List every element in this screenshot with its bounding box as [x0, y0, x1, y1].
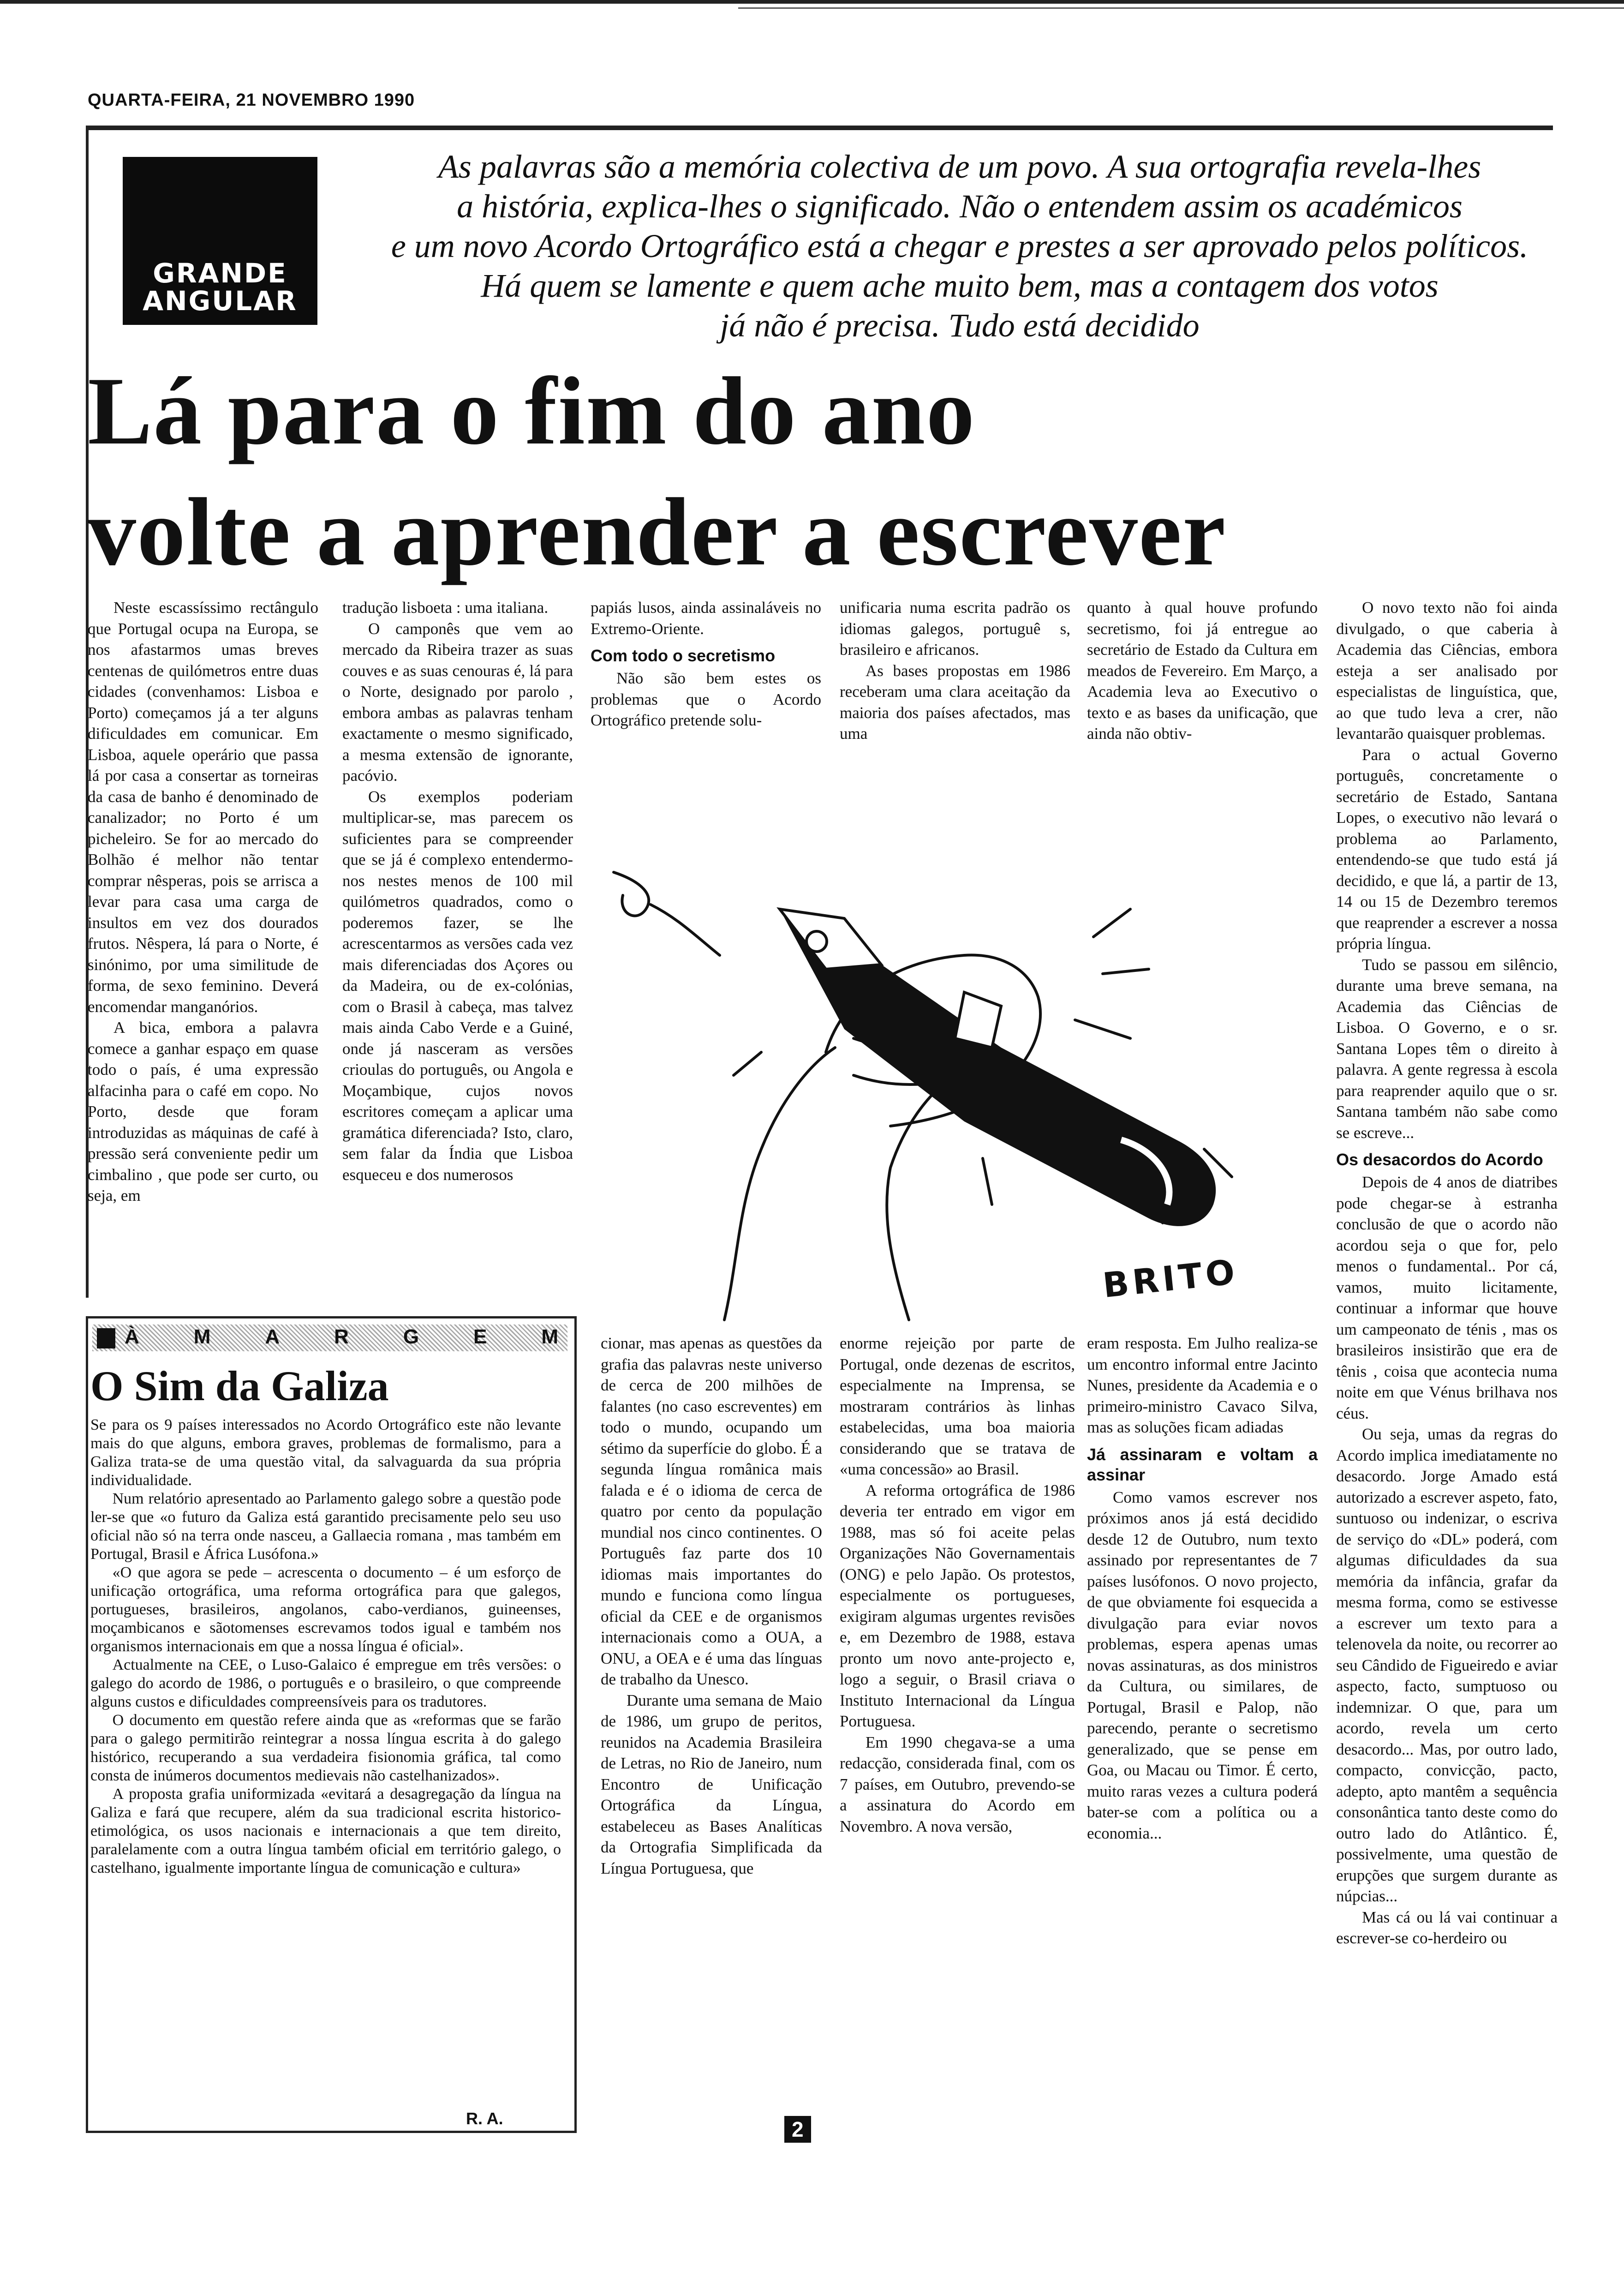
intro-line: e um novo Acordo Ortográfico está a chegar e prestes a ser aprovado pelos políticos. — [391, 228, 1528, 264]
intro-deck — [332, 147, 1587, 345]
spark-line — [1075, 1020, 1130, 1038]
article-column-6 — [1336, 597, 1558, 1949]
paragraph: O camponês que vem ao mercado da Ribeira trazer as suas couves e as suas cenouras é, lá para o Norte, designado por parolo , embora ambas as palavras tenham exactamente o mesmo significado, a mesma extensão de ignorante, pacóvio. — [342, 619, 573, 785]
paragraph: Depois de 4 anos de diatribes pode chegar-se à estranha conclusão de que o acordo não acordou seja o que for, pelo menos o fundamental.. Por cá, vamos, muito licitamente, continuar a informar que houve um campeonato de ténis , mas os brasileiros insistirão que era de tênis , coisa que acontecia numa noite em que Vénus brilhava nos céus. — [1336, 1173, 1558, 1422]
paragraph: O documento em questão refere ainda que as «reformas que se farão para o galego permitirão reintegrar a nossa língua escrita à do galego histórico, recuperando a sua verdadeira fisionomia gráfica, tal como consta de inúmeros documentos medievais não castelhanizados». — [90, 1712, 561, 1784]
section-badge-line1: GRANDE — [153, 258, 287, 289]
spark-line — [614, 872, 649, 916]
paragraph: Para o actual Governo português, concretamente o secretário de Estado, Santana Lopes, o executivo não levará o problema ao Parlamento, entendendo-se que tudo está já decidido, e que lá, a partir de 13, 14 ou 15 de Dezembro teremos que reaprender a escrever a nossa própria língua. — [1336, 745, 1558, 953]
kicker-label — [125, 1325, 558, 1348]
paragraph: Num relatório apresentado ao Parlamento galego sobre a questão pode ler-se que «o futuro da Galiza está garantido precisamente pelo seu uso oficial não só na terra onde nasceu, a Gallaecia romana , mas também em Portugal, Brasil e África Lusófona.» — [90, 1490, 561, 1563]
page-number: 2 — [784, 2116, 811, 2143]
paragraph: enorme rejeição por parte de Portugal, onde dezenas de escritos, especialmente na Imprensa, se mostraram contrários às linhas estabelecidas, uma boa maioria considerando que se tratava de «uma concessão» ao Brasil. — [840, 1334, 1075, 1478]
paragraph: Mas cá ou lá vai continuar a escrever-se co-herdeiro ou — [1336, 1908, 1558, 1947]
paragraph: tradução lisboeta : uma italiana. — [342, 599, 549, 617]
spark-line — [983, 1158, 992, 1204]
article-column-5 — [1087, 597, 1318, 744]
subheading: Já assinaram e voltam a assinar — [1087, 1444, 1318, 1484]
headline — [88, 351, 1564, 593]
sidebar-title: O Sim da Galiza — [90, 1362, 389, 1409]
top-rule — [0, 0, 1624, 4]
section-badge — [123, 157, 317, 325]
article-column-2 — [342, 597, 573, 1185]
spark-line — [1093, 909, 1130, 937]
article-column-3-lower — [601, 1333, 822, 1879]
paragraph: Em 1990 chegava-se a uma redacção, considerada final, com os 7 países, em Outubro, prevendo-se a assinatura do Acordo em Novembro. A nova versão, — [840, 1733, 1075, 1835]
article-column-3 — [591, 597, 821, 731]
kicker-letter: A — [265, 1325, 280, 1348]
paragraph: A bica, embora a palavra comece a ganhar espaço em quase todo o país, é uma expressão alfacinha para o café em copo. No Porto, desde que foram introduzidas as máquinas de café à pressão será conveniente pedir um cimbalino , que pode ser curto, ou seja, em — [88, 1019, 318, 1204]
paragraph: Se para os 9 países interessados no Acordo Ortográfico este não levante mais do que alguns, embora graves, problemas de formalismo, para a Galiza trata-se de uma questão vital, da salvaguarda da sua própria individualidade. — [90, 1416, 561, 1489]
top-rule-secondary — [738, 7, 1624, 9]
arm-outline — [887, 1075, 955, 1320]
paragraph: Tudo se passou em silêncio, durante uma breve semana, na Academia das Ciências de Lisboa. O Governo, e o sr. Santana Lopes têm o direito à palavra. A gente regressa à escola para reaprender aquilo que o sr. Santana também não sabe como se escreve... — [1336, 955, 1558, 1142]
spark-line — [1103, 969, 1149, 974]
kicker-letter: M — [193, 1325, 211, 1348]
section-badge-line2: ANGULAR — [143, 285, 298, 317]
article-column-1 — [88, 597, 318, 1206]
paragraph: Os exemplos poderiam multiplicar-se, mas parecem os suficientes para se compreender que se já é complexo entendermo-nos nestes menos de 100 mil quilómetros quadrados, como o poderemos fazer, se lhe acrescentarmos as versões cada vez mais diferenciadas dos Açores ou da Madeira, ou de ex-colónias, com o Brasil à cabeça, mas talvez mais ainda Cabo Verde e a Guiné, onde já nasceram as versões crioulas do português, ou Angola e Moçambique, cujos novos escritores começam a aplicar uma gramática diferenciada? Isto, claro, sem falar da Índia que Lisboa esqueceu e dos numerosos — [342, 787, 573, 1184]
article-column-4 — [840, 597, 1070, 744]
kicker-square — [97, 1328, 115, 1348]
paragraph: Ou seja, umas da regras do Acordo implica imediatamente no desacordo. Jorge Amado está autorizado a escrever aspeto, fato, suntuoso ou indenizar, o escriva de serviço do «DL» poderá, com algumas dificuldades da sua memória da infância, grafar da mesma forma, como se estivesse a escrever um texto para a telenovela da noite, ou recorrer ao seu Cândido de Figueiredo e aviar aspecto, facto, sumptuoso ou indemnizar. O que, para um acordo, revela um certo desacordo... Mas, por outro lado, compacto, convicção, pacto, adepto, apto mantêm a sequência consonântica tanto deste como do outro lado do Atlântico. É, possivelmente, uma questão de erupções que surgem durante as núpcias... — [1336, 1425, 1558, 1905]
paragraph: A reforma ortográfica de 1986 deveria ter entrado em vigor em 1988, mas só foi aceite pelas Organizações Não Governamentais (ONG) e pelo Japão. Os protestos, especialmente os portugueses, exigiram algumas urgentes revisões e, em Dezembro de 1988, estava pronto um novo ante-projecto e, logo a seguir, o Brasil criava o Instituto Internacional da Língua Portuguesa. — [840, 1481, 1075, 1730]
paragraph: cionar, mas apenas as questões da grafia das palavras neste universo de cerca de 200 milhões de falantes (no caso escreventes) em todo o mundo, ocupando um sétimo da superfície do globo. É a segunda língua românica mais falada e é o idioma de cerca de quatro por cento da população mundial nos cinco continentes. O Português faz parte dos 10 idiomas mais importantes do mundo e funciona como língua oficial da CEE e de organismos internacionais como a OUA, a ONU, a OEA e é uma das línguas de trabalho da Unesco. — [601, 1334, 822, 1688]
paragraph: A proposta grafia uniformizada «evitará a desagregação da língua na Galiza e fará que recupere, além da sua tradicional escrita historico-etimológica, os usos nacionais e internacionais a que tem direito, paralelamente com a outra língua também oficial em território galego, o castelhano, igualmente importante língua de comunicação e cultura» — [90, 1786, 561, 1876]
paragraph: As bases propostas em 1986 receberam uma clara aceitação da maioria dos países afectados, mas uma — [840, 661, 1070, 743]
paragraph: Durante uma semana de Maio de 1986, um grupo de peritos, reunidos na Academia Brasileira de Letras, no Rio de Janeiro, num Encontro de Unificação Ortográfica da Língua, estabeleceu as Bases Analíticas da Ortografia Simplificada da Língua Portuguesa, que — [601, 1691, 822, 1877]
kicker-letter: G — [403, 1325, 419, 1348]
paragraph: Neste escassíssimo rectângulo que Portugal ocupa na Europa, se nos afastarmos umas breves centenas de quilómetros entre duas cidades (convenhamos: Lisboa e Porto) começamos já a ter alguns dificuldades em comunicar. Em Lisboa, aquele operário que passa lá por casa a consertar as torneiras da casa de banho é denominado de canalizador; no Porto é um picheleiro. Se for ao mercado do Bolhão é melhor não tentar comprar nêsperas, pois se arrisca a levar para casa uma carga de insultos em vez dos dourados frutos. Nêspera, lá para o Norte, é sinónimo, por uma similitude de forma, de sexo feminino. Deverá encomendar manganórios. — [88, 599, 318, 1016]
paragraph: unificaria numa escrita padrão os idiomas galegos, portuguê s, brasileiro e africanos. — [840, 599, 1070, 659]
headline-line1: Lá para o fim do ano — [88, 358, 976, 465]
paragraph: «O que agora se pede – acrescenta o documento – é um esforço de unificação ortográfica, uma reforma ortográfica para que galegos, portugueses, brasileiros, angolanos, cabo-verdianos, guineenses, moçambicanos e sãotomenses escrevamos todos igual e também nos organismos internacionais em que a nossa língua é oficial». — [90, 1564, 561, 1655]
paragraph: Não são bem estes os problemas que o Acordo Ortográfico pretende solu- — [591, 669, 821, 729]
intro-line: a história, explica-lhes o significado. Não o entendem assim os académicos — [457, 188, 1463, 225]
intro-line: já não é precisa. Tudo está decidido — [720, 307, 1200, 344]
sidebar-author: R. A. — [466, 2109, 503, 2128]
subheading: Com todo o secretismo — [591, 646, 776, 665]
paragraph: Actualmente na CEE, o Luso-Galaico é empregue em três versões: o galego do acordo de 1986, o português e o brasileiro, o que compreende alguns custos e dificuldades compreensíveis para os tradutores. — [90, 1656, 561, 1710]
paragraph: O novo texto não foi ainda divulgado, o que caberia à Academia das Ciências, embora esteja a ser analisado por especialistas de linguística, que, ao que tudo leva a crer, não levantarão quaisquer problemas. — [1336, 599, 1558, 743]
paragraph: quanto à qual houve profundo secretismo, foi já entregue ao secretário de Estado da Cultura em meados de Fevereiro. Em Março, a Academia leva ao Executivo o texto e as bases da unificação, que ainda não obtiv- — [1087, 599, 1318, 743]
article-column-5-lower — [1087, 1333, 1318, 1844]
headline-line2: volte a aprender a escrever — [88, 479, 1227, 586]
intro-line: Há quem se lamente e quem ache muito bem, mas a contagem dos votos — [481, 267, 1439, 304]
paragraph: papiás lusos, ainda assinaláveis no Extremo-Oriente. — [591, 599, 821, 638]
kicker-letter: R — [334, 1325, 349, 1348]
kicker-letter: M — [541, 1325, 558, 1348]
pen-body — [780, 909, 1216, 1226]
paragraph: eram resposta. Em Julho realiza-se um encontro informal entre Jacinto Nunes, presidente da Academia e o primeiro-ministro Cavaco Silva, mas as soluções ficam adiadas — [1087, 1334, 1318, 1436]
frame-top-rule — [86, 126, 1553, 130]
kicker-letter: E — [473, 1325, 487, 1348]
spark-line — [651, 905, 720, 955]
dateline: QUARTA-FEIRA, 21 NOVEMBRO 1990 — [88, 90, 415, 110]
intro-line: As palavras são a memória colectiva de um povo. A sua ortografia revela-lhes — [438, 148, 1481, 185]
spark-line — [734, 1052, 761, 1075]
illustrator-signature: BRITO — [1101, 1252, 1241, 1306]
kicker-letter: À — [125, 1325, 139, 1348]
paragraph: Como vamos escrever nos próximos anos já está decidido desde 12 de Outubro, num texto assinado por representantes de 7 países lusófonos. O novo projecto, de que obviamente foi esquecida a divulgação para eviar novos problemas, espera apenas umas novas assinaturas, as dos ministros da Cultura, ou similares, de Portugal, Brasil e Palop, não parecendo, perante o secretismo generalizado, que se pense em Goa, ou Macau ou Timor. É certo, muito raras vezes a cultura poderá bater-se com a política ou a economia... — [1087, 1488, 1318, 1842]
sidebar-body — [90, 1416, 561, 1877]
article-column-4-lower — [840, 1333, 1075, 1837]
arm-outline — [724, 1048, 835, 1320]
subheading: Os desacordos do Acordo — [1336, 1150, 1543, 1169]
